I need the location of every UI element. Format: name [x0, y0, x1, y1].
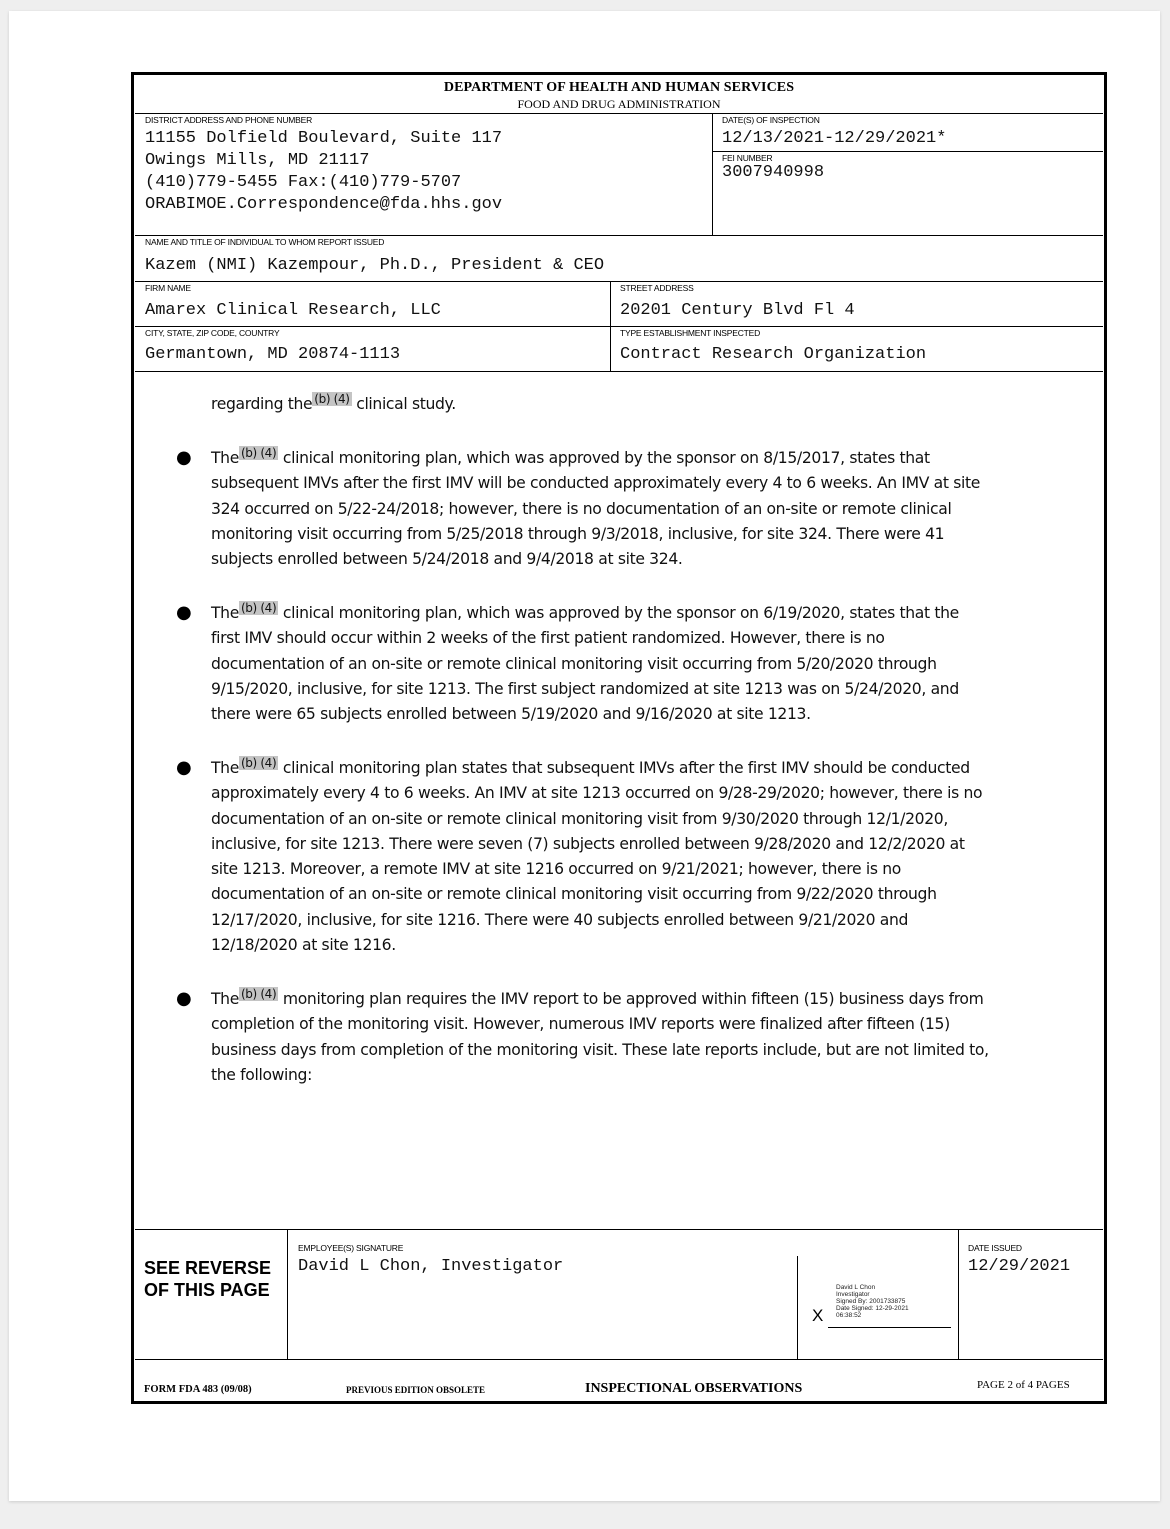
paragraph-line: there were 65 subjects enrolled between 5/19/2020 and 9/16/2020 at site 1213. [211, 705, 811, 724]
redaction-box: (b) (4) [240, 446, 277, 460]
paragraph-line: clinical monitoring plan, which was approved by the sponsor on 8/15/2017, states that [282, 449, 930, 467]
signature-label: EMPLOYEE(S) SIGNATURE [298, 1243, 404, 1253]
recipient-label: NAME AND TITLE OF INDIVIDUAL TO WHOM REPORT ISSUED [145, 237, 385, 247]
bullet-icon: ● [176, 602, 192, 623]
see-reverse-line: OF THIS PAGE [144, 1280, 270, 1300]
observation-paragraph [211, 756, 1101, 958]
district-label: DISTRICT ADDRESS AND PHONE NUMBER [145, 115, 313, 125]
district-line: Owings Mills, MD 21117 [145, 151, 370, 170]
divider-line [712, 113, 713, 236]
paragraph-line: the following: [211, 1065, 313, 1084]
date-issued-value: 12/29/2021 [968, 1257, 1071, 1276]
bullet-icon: ● [176, 757, 192, 778]
paragraph-line: documentation of an on-site or remote clinical monitoring visit occurring from 9/22/2020 through [211, 885, 937, 904]
district-line: 11155 Dolfield Boulevard, Suite 117 [145, 129, 503, 148]
district-line: (410)779-5455 Fax:(410)779-5707 [145, 173, 462, 192]
divider-line [135, 371, 1103, 372]
signature-mark: X [812, 1306, 824, 1325]
paragraph-line: monitoring visit occurring from 5/25/2018 through 9/3/2018, inclusive, for site 324. There were 41 [211, 524, 945, 543]
firm-value: Amarex Clinical Research, LLC [145, 301, 441, 320]
page-number: PAGE 2 of 4 PAGES [977, 1379, 1070, 1391]
form-number: FORM FDA 483 (09/08) [144, 1384, 252, 1395]
paragraph-line: monitoring plan requires the IMV report to be approved within fifteen (15) business days from [282, 990, 984, 1008]
fei-value: 3007940998 [722, 163, 825, 182]
department-title: DEPARTMENT OF HEALTH AND HUMAN SERVICES [443, 80, 795, 95]
divider-line [797, 1256, 798, 1359]
form-title: INSPECTIONAL OBSERVATIONS [585, 1381, 803, 1396]
paragraph-line: 9/15/2020, inclusive, for site 1213. The first subject randomized at site 1213 was on 5/24/2020, and [211, 679, 959, 698]
see-reverse-line: SEE REVERSE [144, 1258, 272, 1278]
paragraph-line: site 1213. Moreover, a remote IMV at site 1216 occurred on 9/21/2021; however, there is no [211, 860, 901, 879]
paragraph-line: inclusive, for site 1213. There were seven (7) subjects enrolled between 9/28/2020 and 12/2/2020 at [211, 834, 965, 853]
intro-pre: regarding the [211, 395, 313, 413]
establishment-value: Contract Research Organization [620, 345, 927, 364]
divider-line [135, 281, 1103, 282]
divider-line [135, 1359, 1103, 1360]
intro-paragraph [211, 392, 1101, 417]
bullet-icon: ● [176, 988, 192, 1009]
inspection-dates-label: DATE(S) OF INSPECTION [722, 115, 820, 125]
paragraph-lead: The [211, 449, 239, 467]
paragraph-line: clinical monitoring plan states that subsequent IMVs after the first IMV should be conducted [282, 759, 970, 777]
e-signature-line: Date Signed: 12-29-2021 [836, 1305, 909, 1312]
establishment-label: TYPE ESTABLISHMENT INSPECTED [620, 328, 761, 338]
city-label: CITY, STATE, ZIP CODE, COUNTRY [145, 328, 280, 338]
previous-edition-note: PREVIOUS EDITION OBSOLETE [346, 1385, 486, 1395]
city-value: Germantown, MD 20874-1113 [145, 345, 401, 364]
observation-paragraph [211, 446, 1101, 572]
inspection-dates-value: 12/13/2021-12/29/2021* [722, 129, 947, 148]
e-signature-details [836, 1284, 909, 1319]
divider-line [135, 235, 1103, 236]
divider-line [712, 151, 1103, 152]
paragraph-line: 12/18/2020 at site 1216. [211, 936, 396, 955]
redaction-box: (b) (4) [240, 987, 277, 1001]
paragraph-line: documentation of an on-site or remote clinical monitoring visit occurring from 5/20/2020 through [211, 654, 937, 673]
street-value: 20201 Century Blvd Fl 4 [620, 301, 855, 320]
paragraph-line: 12/17/2020, inclusive, for site 1216. There were 40 subjects enrolled between 9/21/2020 and [211, 910, 909, 929]
firm-label: FIRM NAME [145, 283, 191, 293]
paragraph-line: clinical monitoring plan, which was approved by the sponsor on 6/19/2020, states that the [282, 604, 959, 622]
e-signature-line: 06:38:52 [836, 1312, 862, 1319]
recipient-value: Kazem (NMI) Kazempour, Ph.D., President & CEO [145, 256, 605, 275]
paragraph-line: documentation of an on-site or remote clinical monitoring visit from 9/30/2020 through 12/1/2020, [211, 809, 948, 828]
paragraph-line: subsequent IMVs after the first IMV will be conducted approximately every 4 to 6 weeks. An IMV at site [211, 474, 981, 493]
divider-line [958, 1229, 959, 1359]
redaction-box: (b) (4) [240, 601, 277, 615]
divider-line [135, 326, 1103, 327]
street-label: STREET ADDRESS [620, 283, 694, 293]
divider-line [135, 113, 1103, 114]
e-signature-line: Investigator [836, 1291, 870, 1298]
paragraph-line: 324 occurred on 5/22-24/2018; however, there is no documentation of an on-site or remote clinical [211, 499, 952, 518]
e-signature-line: Signed By: 2001733875 [836, 1298, 906, 1305]
e-signature-line: David L Chon [836, 1284, 876, 1291]
date-issued-label: DATE ISSUED [968, 1243, 1022, 1253]
fei-label: FEI NUMBER [722, 153, 773, 163]
paragraph-line: first IMV should occur within 2 weeks of the first patient randomized. However, there is no [211, 629, 885, 648]
agency-title: FOOD AND DRUG ADMINISTRATION [517, 97, 721, 111]
paragraph-line: business days from completion of the monitoring visit. These late reports include, but are not limited to, [211, 1040, 989, 1059]
divider-line [287, 1229, 288, 1359]
signature-line [828, 1327, 951, 1328]
bullet-icon: ● [176, 447, 192, 468]
paragraph-lead: The [211, 604, 239, 622]
redaction-box: (b) (4) [240, 756, 277, 770]
observation-paragraph [211, 601, 1101, 727]
redaction-box: (b) (4) [314, 392, 350, 406]
district-email: ORABIMOE.Correspondence@fda.hhs.gov [145, 195, 503, 214]
signature-value: David L Chon, Investigator [298, 1257, 564, 1276]
paragraph-lead: The [211, 990, 239, 1008]
paragraph-line: approximately every 4 to 6 weeks. An IMV at site 1213 occurred on 9/28-29/2020; however, there is no [211, 784, 983, 803]
paragraph-line: completion of the monitoring visit. However, numerous IMV reports were finalized after fifteen (15) [211, 1015, 950, 1034]
paragraph-line: subjects enrolled between 5/24/2018 and 9/4/2018 at site 324. [211, 550, 683, 569]
see-reverse-notice [144, 1257, 271, 1301]
observation-paragraph [211, 987, 1103, 1088]
paragraph-lead: The [211, 759, 239, 777]
intro-post: clinical study. [356, 395, 456, 413]
